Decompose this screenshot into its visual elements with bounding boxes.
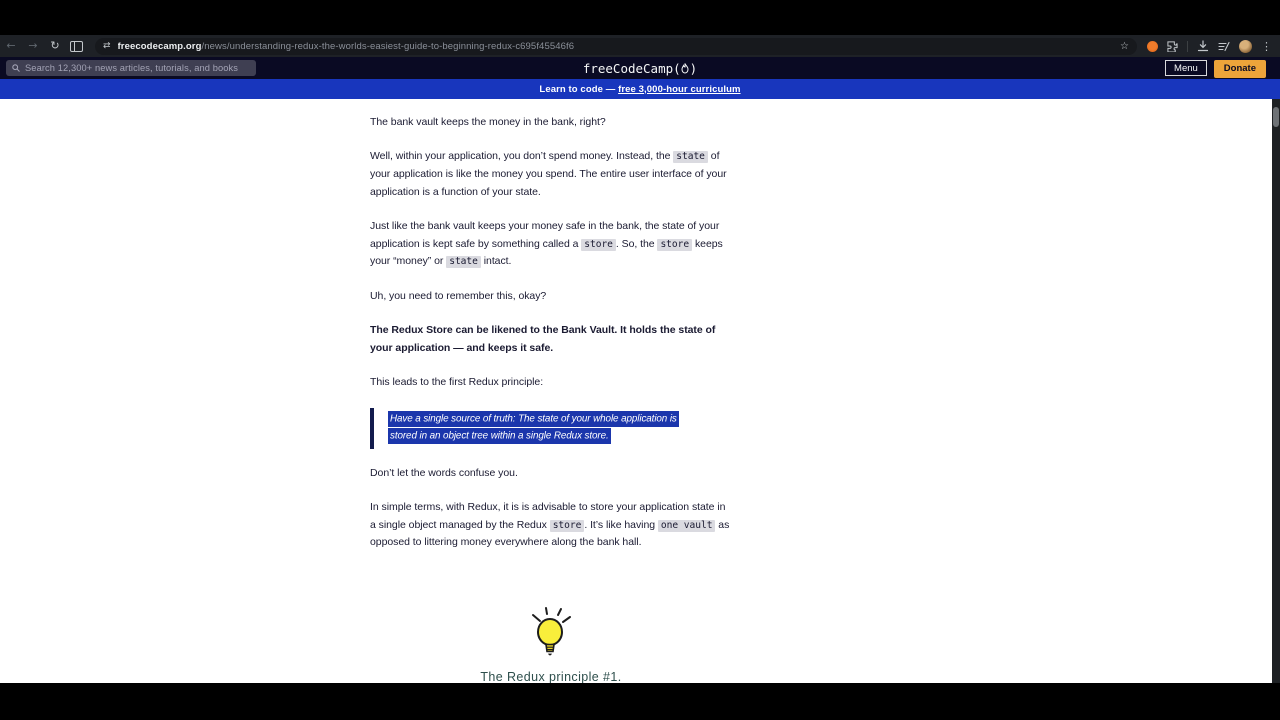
paragraph: The Redux Store can be likened to the Bank Vault. It holds the state of your application — and keeps it safe. bbox=[370, 323, 716, 354]
paragraph: Well, within your application, you don’t spend money. Instead, the state of your application is like the money you spend. The entire user interface of your application is a function of your state. bbox=[370, 150, 727, 198]
donate-button[interactable]: Donate bbox=[1214, 60, 1266, 78]
lines-slash-icon[interactable] bbox=[1218, 41, 1230, 52]
extension-icon[interactable] bbox=[1147, 41, 1158, 52]
paragraph: This leads to the first Redux principle: bbox=[370, 375, 544, 388]
redux-principle-quote-selected: Have a single source of truth: The state of your whole application is stored in an object tree within a single Redux store. bbox=[370, 408, 732, 448]
paragraph: Just like the bank vault keeps your money safe in the bank, the state of your application is kept safe by something called a store . So, the store keeps your “money” or state intact. bbox=[370, 219, 723, 268]
paragraph: Don’t let the words confuse you. bbox=[370, 466, 518, 479]
header-actions bbox=[1165, 60, 1266, 78]
toolbar-right bbox=[1137, 40, 1280, 53]
search-placeholder: Search 12,300+ news articles, tutorials, and books bbox=[25, 63, 239, 73]
scrollbar-thumb[interactable] bbox=[1273, 107, 1279, 127]
url-domain: freecodecamp.org bbox=[117, 40, 202, 52]
curriculum-banner bbox=[0, 79, 1280, 99]
paragraph: In simple terms, with Redux, it is is advisable to store your application state in a single object managed by the Redux store . It’s like having one vault as opposed to littering money everywhere along the bank hall. bbox=[370, 501, 730, 549]
figure-caption: The Redux principle #1. bbox=[480, 669, 622, 683]
forward-icon[interactable]: → bbox=[28, 39, 38, 52]
letterbox-top bbox=[0, 0, 1280, 35]
page-scrollbar[interactable] bbox=[1272, 99, 1280, 683]
site-info-icon[interactable]: ⇄ bbox=[103, 41, 111, 51]
curriculum-link[interactable]: free 3,000-hour curriculum bbox=[618, 83, 741, 95]
flame-icon bbox=[681, 63, 689, 74]
reload-icon[interactable]: ↻ bbox=[50, 39, 60, 52]
lightbulb-figure bbox=[370, 600, 732, 683]
back-icon[interactable]: ← bbox=[6, 39, 16, 52]
logo-text-suffix: ) bbox=[689, 60, 698, 76]
extensions-puzzle-icon[interactable] bbox=[1167, 41, 1178, 52]
browser-menu-icon[interactable]: ⋮ bbox=[1261, 39, 1272, 53]
side-panel-icon[interactable] bbox=[70, 41, 83, 52]
site-header bbox=[0, 57, 1280, 79]
banner-text: Learn to code — bbox=[539, 83, 616, 95]
letterbox-bottom bbox=[0, 683, 1280, 720]
menu-button[interactable]: Menu bbox=[1165, 60, 1207, 76]
paragraph: The bank vault keeps the money in the bank, right? bbox=[370, 116, 606, 128]
url-text bbox=[118, 41, 575, 52]
browser-toolbar bbox=[0, 35, 1280, 57]
logo-text-prefix: freeCodeCamp( bbox=[582, 60, 681, 76]
toolbar-separator bbox=[1187, 41, 1188, 52]
article-body bbox=[370, 114, 732, 683]
bookmark-star-icon[interactable]: ☆ bbox=[1120, 40, 1129, 52]
download-icon[interactable] bbox=[1197, 40, 1209, 52]
address-bar[interactable] bbox=[95, 38, 1137, 55]
article-viewport bbox=[0, 99, 1280, 683]
profile-avatar[interactable] bbox=[1239, 40, 1252, 53]
lightbulb-icon bbox=[520, 600, 582, 658]
site-logo[interactable] bbox=[0, 57, 1280, 79]
url-path: /news/understanding-redux-the-worlds-easiest-guide-to-beginning-redux-c695f45546f6 bbox=[201, 40, 575, 52]
paragraph: Uh, you need to remember this, okay? bbox=[370, 289, 547, 302]
